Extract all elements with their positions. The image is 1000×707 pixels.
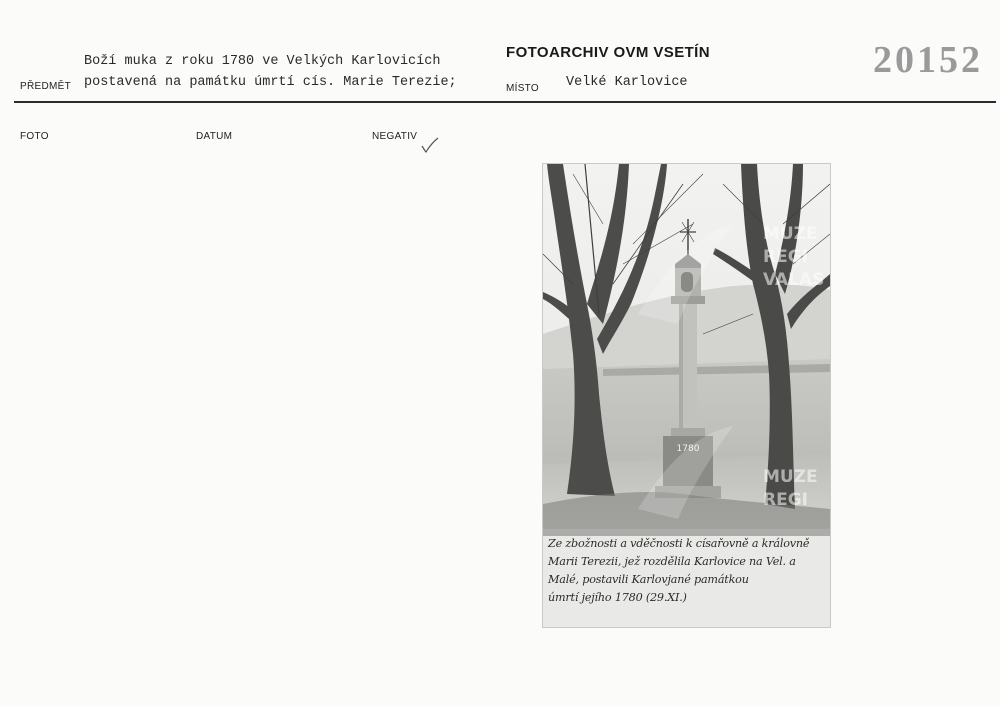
photo-label: FOTO <box>20 131 49 142</box>
checkmark-icon <box>420 136 440 156</box>
caption-line-4: úmrtí jejího 1780 (29.XI.) <box>548 591 687 604</box>
photo-handwritten-caption <box>548 535 828 607</box>
header-divider <box>14 101 996 103</box>
caption-line-2: Marii Terezii, jež rozdělila Karlovice na Vel. a <box>548 555 796 568</box>
watermark-line-3: VALAS <box>763 270 825 290</box>
negative-label: NEGATIV <box>372 131 418 142</box>
place-label: MÍSTO <box>506 83 539 94</box>
watermark-line-1: MUZE <box>763 224 818 244</box>
date-label: DATUM <box>196 131 233 142</box>
caption-line-1: Ze zbožnosti a vděčnosti k císařovně a královně <box>548 537 810 550</box>
place-value: Velké Karlovice <box>566 75 688 90</box>
watermark-line-2: REGI <box>763 247 808 267</box>
archive-name: FOTOARCHIV OVM VSETÍN <box>506 44 710 61</box>
caption-line-3: Malé, postavili Karlovjané památkou <box>548 573 749 586</box>
watermark-lower-line-1: MUZE <box>763 467 818 487</box>
subject-line-2: postavená na památku úmrtí cís. Marie Terezie; <box>84 75 457 90</box>
watermark-lower-line-2: REGI <box>763 490 808 510</box>
record-number-stamp: 20152 <box>873 39 983 81</box>
subject-line-1: Boží muka z roku 1780 ve Velkých Karlovicích <box>84 54 441 69</box>
pedestal-year: 1780 <box>676 444 700 454</box>
subject-label: PŘEDMĚT <box>20 81 71 92</box>
